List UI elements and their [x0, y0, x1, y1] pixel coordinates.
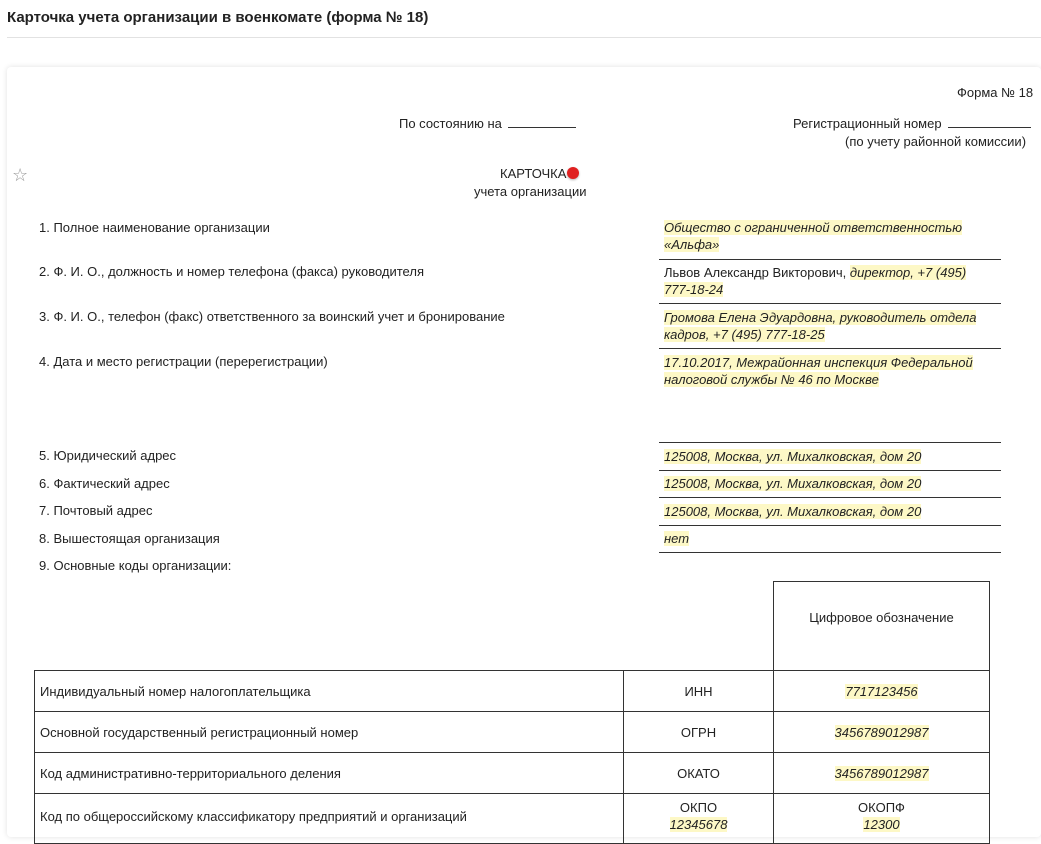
code-name: Основной государственный регистрационный номер	[35, 712, 624, 753]
code-value-cell	[774, 712, 990, 753]
code-abbr: ОКПО	[679, 800, 718, 815]
code-name: Код административно-территориального деления	[35, 753, 624, 794]
field-value-text: Громова Елена Эдуардовна, руководитель отдела кадров, +7 (495) 777-18-25	[664, 310, 977, 342]
field-rule	[659, 470, 1001, 471]
as-of-blank[interactable]	[508, 126, 576, 128]
field-value-text: 17.10.2017, Межрайонная инспекция Федеральной налоговой службы № 46 по Москве	[664, 355, 973, 387]
as-of-label: По состоянию на	[399, 116, 502, 131]
field-value-legal-address	[664, 448, 994, 465]
field-label: 5. Юридический адрес	[39, 448, 177, 463]
field-value-plain: Львов Александр Викторович,	[664, 265, 850, 280]
form-number: Форма № 18	[957, 85, 1034, 100]
field-value-parent-org	[664, 530, 994, 547]
codes-header: Цифровое обозначение	[809, 610, 954, 625]
code-value: 3456789012987	[834, 766, 929, 781]
field-value-text: 125008, Москва, ул. Михалковская, дом 20	[664, 476, 922, 491]
table-row	[35, 753, 990, 794]
codes-table	[34, 670, 990, 844]
table-row	[35, 712, 990, 753]
reg-number-note: (по учету районной комиссии)	[845, 134, 1027, 149]
field-value-text: Общество с ограниченной ответственностью «Альфа»	[664, 220, 963, 252]
code-value: 3456789012987	[834, 725, 929, 740]
code-value: 12300	[863, 817, 900, 832]
field-label: 8. Вышестоящая организация	[39, 531, 220, 546]
code-abbr: ИНН	[624, 671, 774, 712]
field-rule	[659, 259, 1001, 260]
field-label: 6. Фактический адрес	[39, 476, 170, 491]
code-value: 7717123456	[845, 684, 918, 699]
field-value-text: 125008, Москва, ул. Михалковская, дом 20	[664, 504, 922, 519]
divider	[7, 37, 1041, 38]
field-value-actual-address	[664, 475, 994, 492]
reg-number	[793, 116, 1031, 131]
field-label: 3. Ф. И. О., телефон (факс) ответственного за воинский учет и бронирование	[39, 309, 505, 324]
field-rule	[659, 525, 1001, 526]
field-value-text: директор, +7 (495) 777-18-24	[664, 265, 967, 297]
field-rule	[659, 348, 1001, 349]
codes-header-cell	[773, 581, 990, 670]
table-row	[35, 671, 990, 712]
field-value-director	[664, 264, 994, 298]
field-value-text: 125008, Москва, ул. Михалковская, дом 20	[664, 449, 922, 464]
table-row	[35, 794, 990, 844]
star-icon[interactable]: ☆	[12, 165, 29, 185]
code-abbr: ОКАТО	[624, 753, 774, 794]
code-abbr-cell	[624, 794, 774, 844]
as-of-date	[399, 116, 576, 131]
field-label: 4. Дата и место регистрации (перерегистрации)	[39, 354, 328, 369]
card-title-text: КАРТОЧКА	[500, 166, 567, 181]
code-name: Индивидуальный номер налогоплательщика	[35, 671, 624, 712]
page-title: Карточка учета организации в военкомате (форма № 18)	[7, 9, 429, 26]
field-value-registration	[664, 354, 994, 388]
code-abbr: ОКОПФ	[858, 800, 905, 815]
field-value-text: нет	[664, 531, 690, 546]
code-value-cell	[774, 671, 990, 712]
field-value-responsible	[664, 309, 994, 343]
code-name: Код по общероссийскому классификатору предприятий и организаций	[35, 794, 624, 844]
reg-number-label: Регистрационный номер	[793, 116, 942, 131]
field-value-org-name	[664, 219, 994, 253]
code-value-cell	[774, 753, 990, 794]
field-rule	[659, 442, 1001, 443]
card-subtitle: учета организации	[474, 184, 587, 199]
code-abbr: ОГРН	[624, 712, 774, 753]
field-rule	[659, 497, 1001, 498]
code-value-cell	[774, 794, 990, 844]
field-label: 9. Основные коды организации:	[39, 558, 232, 573]
field-label: 7. Почтовый адрес	[39, 503, 153, 518]
field-rule	[659, 552, 1001, 553]
field-label: 1. Полное наименование организации	[39, 220, 270, 235]
field-label: 2. Ф. И. О., должность и номер телефона (факса) руководителя	[39, 264, 424, 279]
reg-number-blank[interactable]	[948, 126, 1031, 128]
field-value-postal-address	[664, 503, 994, 520]
red-dot-icon[interactable]	[567, 167, 579, 179]
code-value: 12345678	[669, 817, 728, 832]
card-title	[500, 166, 579, 181]
field-rule	[659, 303, 1001, 304]
